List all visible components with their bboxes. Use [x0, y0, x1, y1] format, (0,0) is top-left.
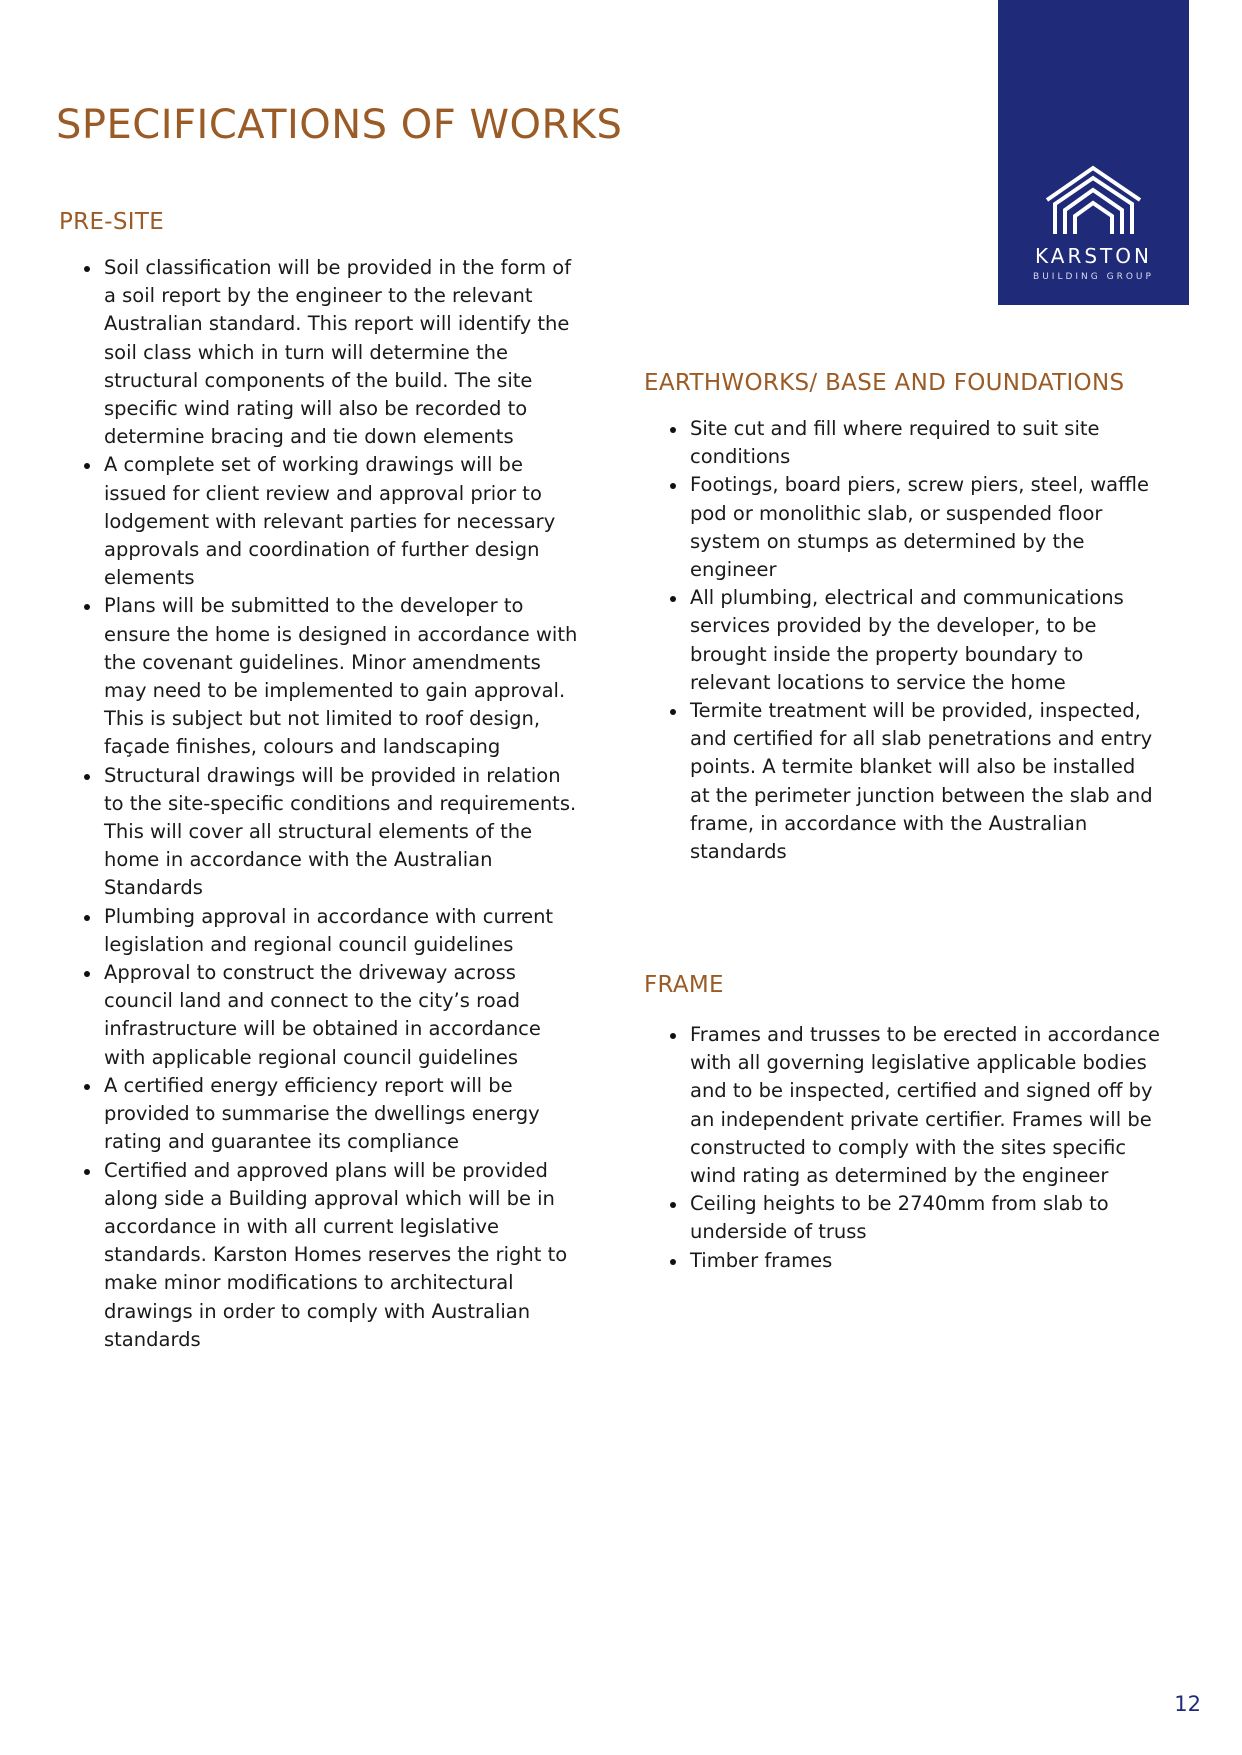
- section-title-earthworks: EARTHWORKS/ BASE AND FOUNDATIONS: [644, 370, 1125, 396]
- list-item: Certified and approved plans will be provided along side a Building approval which will be in accordance in with all current legislative standards. Karston Homes reserves the right to make minor modifications to architectural drawings in order to comply with Australian standards: [104, 1157, 584, 1354]
- section-title-frame: FRAME: [644, 972, 724, 998]
- list-item: All plumbing, electrical and communications services provided by the developer, to be brought inside the property boundary to relevant locations to service the home: [690, 584, 1160, 697]
- list-item: Structural drawings will be provided in relation to the site-specific conditions and requirements. This will cover all structural elements of the home in accordance with the Australian Standards: [104, 762, 584, 903]
- list-item: Termite treatment will be provided, inspected, and certified for all slab penetrations and entry points. A termite blanket will also be installed at the perimeter junction between the slab and frame, in accordance with the Australian standards: [690, 697, 1160, 866]
- list-item: Soil classification will be provided in the form of a soil report by the engineer to the relevant Australian standard. This report will identify the soil class which in turn will determine the structural components of the build. The site specific wind rating will also be recorded to determine bracing and tie down elements: [104, 254, 584, 451]
- brand-tagline: BUILDING GROUP: [1033, 272, 1154, 282]
- list-item: Plans will be submitted to the developer to ensure the home is designed in accordance with the covenant guidelines. Minor amendments may need to be implemented to gain approval. This is subject but not limited to roof design, façade finishes, colours and landscaping: [104, 592, 584, 761]
- list-item: Plumbing approval in accordance with current legislation and regional council guidelines: [104, 903, 584, 959]
- list-item: Approval to construct the driveway across council land and connect to the city’s road infrastructure will be obtained in accordance with applicable regional council guidelines: [104, 959, 584, 1072]
- earthworks-list: [690, 415, 1160, 866]
- list-item: Site cut and fill where required to suit site conditions: [690, 415, 1160, 471]
- frame-list: [690, 1021, 1160, 1275]
- list-item: Frames and trusses to be erected in accordance with all governing legislative applicable bodies and to be inspected, certified and signed off by an independent private certifier. Frames will be constructed to comply with the sites specific wind rating as determined by the engineer: [690, 1021, 1160, 1190]
- brand-name: KARSTON: [1035, 244, 1152, 268]
- page-number: 12: [1174, 1692, 1201, 1716]
- page-title: SPECIFICATIONS OF WORKS: [56, 102, 623, 148]
- pre-site-list: [104, 254, 584, 1354]
- list-item: A complete set of working drawings will be issued for client review and approval prior to lodgement with relevant parties for necessary approvals and coordination of further design elements: [104, 451, 584, 592]
- section-title-pre-site: PRE-SITE: [59, 209, 165, 235]
- list-item: Footings, board piers, screw piers, steel, waffle pod or monolithic slab, or suspended floor system on stumps as determined by the engineer: [690, 471, 1160, 584]
- list-item: A certified energy efficiency report will be provided to summarise the dwellings energy rating and guarantee its compliance: [104, 1072, 584, 1157]
- list-item: Timber frames: [690, 1247, 1160, 1275]
- house-outline-logo-icon: [1043, 164, 1144, 234]
- list-item: Ceiling heights to be 2740mm from slab to underside of truss: [690, 1190, 1160, 1246]
- brand-logo-block: [998, 0, 1189, 305]
